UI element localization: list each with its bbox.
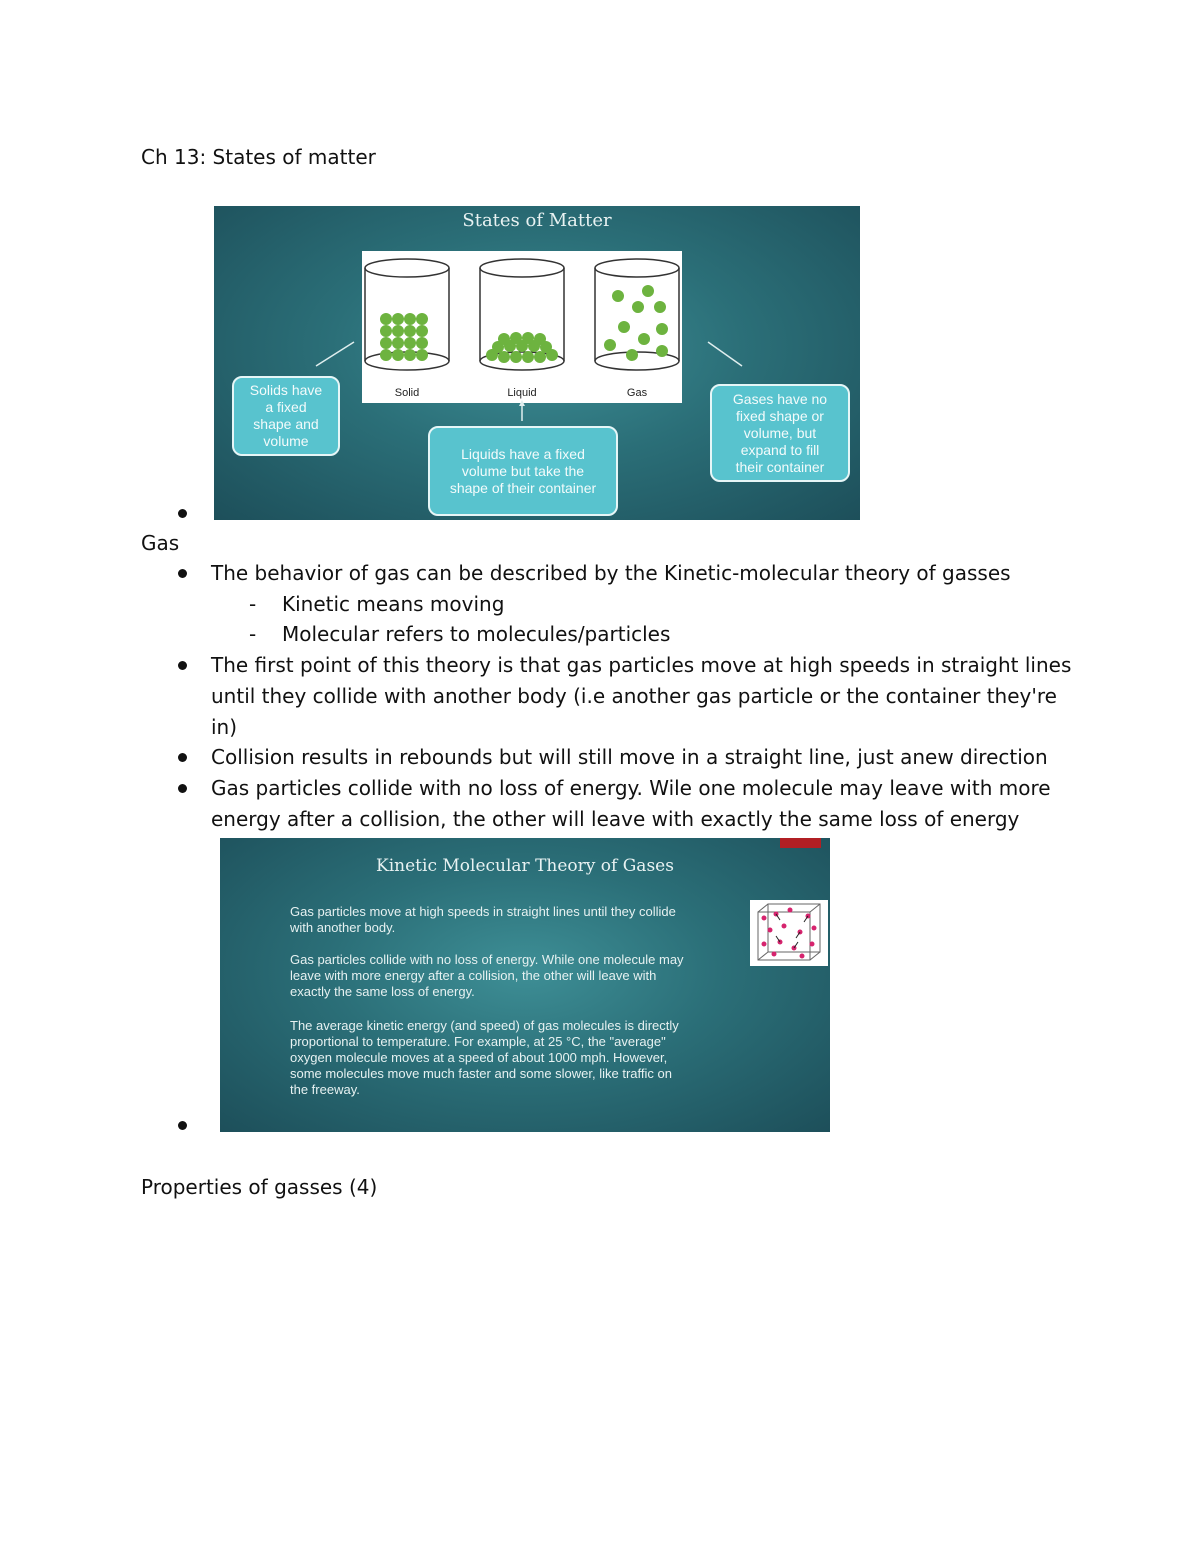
bullet-dot [178, 784, 187, 793]
list-item-continuation: until they collide with another body (i.e another gas particle or the container they're [211, 684, 1057, 708]
list-item: The behavior of gas can be described by the Kinetic-molecular theory of gasses [211, 561, 1011, 585]
solid-label: Solid [394, 387, 420, 399]
list-item-continuation: energy after a collision, the other will leave with exactly the same loss of energy [211, 807, 1020, 831]
dash-marker: - [249, 622, 257, 646]
section-heading-gas: Gas [141, 531, 180, 555]
red-accent-bar [780, 838, 821, 848]
gas-container-cube-icon [750, 900, 828, 966]
states-of-matter-slide [214, 206, 860, 520]
list-item: The first point of this theory is that gas particles move at high speeds in straight lines [211, 653, 1072, 677]
bullet-dot [178, 753, 187, 762]
bullet-dot [178, 509, 187, 518]
dash-marker: - [249, 592, 257, 616]
bullet-dot [178, 569, 187, 578]
slide-title: Kinetic Molecular Theory of Gases [376, 856, 674, 876]
list-item: Gas particles collide with no loss of energy. Wile one molecule may leave with more [211, 776, 1051, 800]
liquid-label: Liquid [507, 387, 537, 399]
page-title: Ch 13: States of matter [141, 145, 376, 169]
slide-paragraph: Gas particles move at high speeds in straight lines until they collide with another body. [290, 904, 676, 935]
gases-callout: Gases have no fixed shape or volume, but expand to fill their container [710, 384, 850, 482]
sub-list-item: Molecular refers to molecules/particles [282, 622, 671, 646]
solids-callout: Solids have a fixed shape and volume [232, 376, 340, 456]
kinetic-theory-slide [220, 838, 830, 1132]
bullet-dot [178, 661, 187, 670]
bullet-dot [178, 1121, 187, 1130]
slide-paragraph: Gas particles collide with no loss of energy. While one molecule may leave with more energy after a collision, the other will leave with exactly the same loss of energy. [290, 952, 684, 999]
list-item: Collision results in rebounds but will still move in a straight line, just anew direction [211, 745, 1048, 769]
slide-paragraph: The average kinetic energy (and speed) of gas molecules is directly proportional to temperature. For example, at 25 °C, the "average" oxygen molecule moves at a speed of about 1000 mph. However, some molecules move much faster and some slower, like traffic on the freeway. [290, 1018, 679, 1097]
slide-title: States of Matter [462, 210, 612, 231]
sub-list-item: Kinetic means moving [282, 592, 505, 616]
gas-label: Gas [626, 387, 648, 399]
section-heading-properties: Properties of gasses (4) [141, 1175, 378, 1199]
list-item-continuation: in) [211, 715, 238, 739]
liquids-callout: Liquids have a fixed volume but take the shape of their container [428, 426, 618, 516]
